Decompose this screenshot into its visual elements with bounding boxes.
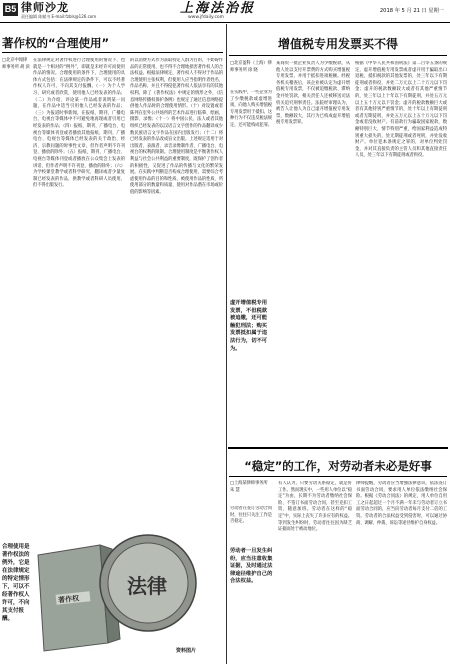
right-bottom-article-byline: □上海某律师事务所 朱 慧	[230, 481, 268, 493]
right-bottom-article-column-0: 劳动者在签订劳动合同时，往往只关注工作是否稳定。	[230, 506, 272, 525]
left-article-column-1: 在法律规定对著作权进行合理使用的情况下，也就是一个相对的“例外”，即就是未经许可而使用作品的情况。合理使用的条件下，合理使用的具体方式包括：在法律规定的条件下，可以不经著作权人许可，不向其支付报酬。（一）为个人学习、研究或者欣赏，使用他人已经发表的作品；（二）为介绍、评论某一作品或者说明某一问题，在作品中适当引用他人已经发表的作品；（三）为报道时事新闻，在报纸、期刊、广播电台、电视台等媒体中不可避免地再现或者引用已经发表的作品；（四）报纸、期刊、广播电台、电视台等媒体刊登或者播放其他报纸、期刊、广播电台、电视台等媒体已经发表的关于政治、经济、宗教问题的时事性文章，但作者声明不许刊登、播放的除外；（五）报纸、期刊、广播电台、电视台等媒体刊登或者播放在公众集会上发表的讲话，但作者声明不许刊登、播放的除外；（六）为学校课堂教学或者科学研究，翻译或者少量复制已经发表的作品，供教学或者科研人员使用，但不得出版发行。	[33, 58, 125, 189]
left-article-column-2: 的以消费方式作为获取特定人群为目的，不妨碍作品的正常使用，也不得不合理地损害著作权人的合法权益。根据法律规定，著作权人不得对于作品的合理使用主张权利，但使用人应当指明作者姓名、作品名称，并且不得侵犯著作权人依法享有的其他权利。除了《著作权法》中规定的情形之外，《信息网络传播权保护条例》也规定了通过信息网络提供他人作品时的合理使用情形。（十）对设置或者陈列在室外公共场所的艺术作品进行临摹、绘画、摄影、录像；（十一）将中国公民、法人或者其他组织已经发表的以汉语言文字创作的作品翻译成少数民族语言文字作品在国内出版发行；（十二）将已经发表的作品改成盲文出版。上述规定适用于对出版者、表演者、录音录像制作者、广播电台、电视台的权利的限制。合理使用制度是平衡著作权人利益与社会公共利益的重要制度，既保护了创作者的积极性，又促进了作品的传播与文化的繁荣发展。在实践中判断是否构成合理使用，需要综合考虑使用作品的目的和性质、被使用作品的性质、所使用部分的数量和质量、使用对作品潜在市场或价值的影响等因素。	[130, 58, 223, 195]
right-top-title-rule	[229, 55, 447, 56]
issue-date: 2018 年 5 月 21 日 星期一	[379, 8, 444, 14]
left-title-rule	[2, 52, 223, 53]
editor-line: 责任编辑 陈赋书 E-mail:fzbls@126.com	[21, 14, 97, 19]
coin-label: 法律	[127, 574, 167, 598]
left-article-byline: □北京中闻律师事务所 胡 滨	[2, 58, 30, 70]
right-bottom-article-column-2: 律师提醒，劳动者应当增强法律意识，依法签订书面劳动合同，要求用人单位依法缴纳社会保险。根据《劳动合同法》的规定，用人单位自用工之日起超过一个月不满一年未与劳动者订立书面劳动合同的，应当向劳动者每月支付二倍的工资。劳动者的合法权益受到侵害时，可以通过协商、调解、仲裁、诉讼等途径维护自身权益。	[356, 481, 447, 526]
section-separator	[228, 447, 448, 449]
illustration-caption: 资料图片	[176, 648, 197, 654]
illustration	[30, 505, 200, 655]
right-top-article-title: 增值税专用发票买不得	[277, 37, 398, 51]
right-bottom-article-callout: 劳动者一旦发生纠纷，应当注意收集证据，及时通过法律途径维护自己的合法权益。	[230, 548, 273, 585]
left-article-callout: 合理使用是著作权法的例外，它是在法律规定的特定情形下，可以不经著作权人许可，不向其支付报酬。	[2, 544, 30, 622]
book-label: 著作权	[57, 594, 80, 605]
column-divider	[226, 24, 227, 664]
right-top-article-column-0: 在实践中，一些企业为了少缴税款或虚增进项，向他人购买增值税专用发票用于抵扣。这种行为不仅违反税法规定，还可能构成犯罪。	[230, 90, 272, 128]
paper-url: www.jfdaily.com	[188, 15, 225, 20]
section-logo: B5	[4, 4, 17, 14]
column-name: 律师沙龙	[21, 1, 69, 14]
right-top-article-callout: 虚开增值税专用发票，不但税款被追缴，还可能触犯刑法；购买发票抵扣属于违法行为，切不可为。	[230, 300, 268, 352]
right-top-article-column-2: 根据《中华人民共和国刑法》第二百零五条的规定，虚开增值税专用发票或者虚开用于骗取出口退税、抵扣税款的其他发票的，处三年以下有期徒刑或者拘役，并处二万元以上二十万元以下罚金；虚开的税款数额较大或者有其他严重情节的，处三年以上十年以下有期徒刑，并处五万元以上五十万元以下罚金；虚开的税款数额巨大或者有其他特别严重情节的，处十年以上有期徒刑或者无期徒刑，并处五万元以上五十万元以下罚金或者没收财产。有前款行为骗取国家税款，数额特别巨大，情节特别严重，给国家利益造成特别重大损失的，处无期徒刑或者死刑，并处没收财产。单位犯本条规定之罪的，对单位判处罚金，并对其直接负责的主管人员和其他直接责任人员，处三年以下有期徒刑或者拘役。	[355, 61, 447, 159]
right-bottom-article-title: “稳定”的工作，对劳动者未必是好事	[244, 459, 432, 473]
right-bottom-title-rule	[229, 476, 447, 477]
right-bottom-article-column-1: 有人认为，只要劳动关系稳定，就是好工作。然而现实中，一些用人单位以“稳定”为由，长期不为劳动者缴纳社会保险、不签订书面劳动合同，甚至克扣工资、随意加班。劳动者在这样的“稳定”中，实际上丧失了许多应有的权益。等到发生纠纷时，劳动者往往因为缺乏证据而处于被动地位。	[278, 481, 352, 533]
paper-name: 上海法治报	[180, 1, 256, 16]
right-top-article-column-1: 某商贸一批企业负责人为少缴税款，从他人处以支付开票费的方式购买增值税专用发票，并用于抵扣进项税额。经税务机关稽查后，该企业被认定为虚开增值税专用发票，不仅被追缴税款、滞纳金并处罚款，相关责任人还被移送司法机关追究刑事责任。法院经审理认为，被告人让他人为自己虚开增值税专用发票，数额较大，其行为已构成虚开增值税专用发票罪。	[276, 61, 350, 126]
masthead	[0, 0, 450, 23]
right-top-article-byline: □北京盈科（上海）律师事务所 徐 晓	[230, 61, 272, 73]
left-article-title: 著作权的“合理使用”	[2, 36, 110, 50]
